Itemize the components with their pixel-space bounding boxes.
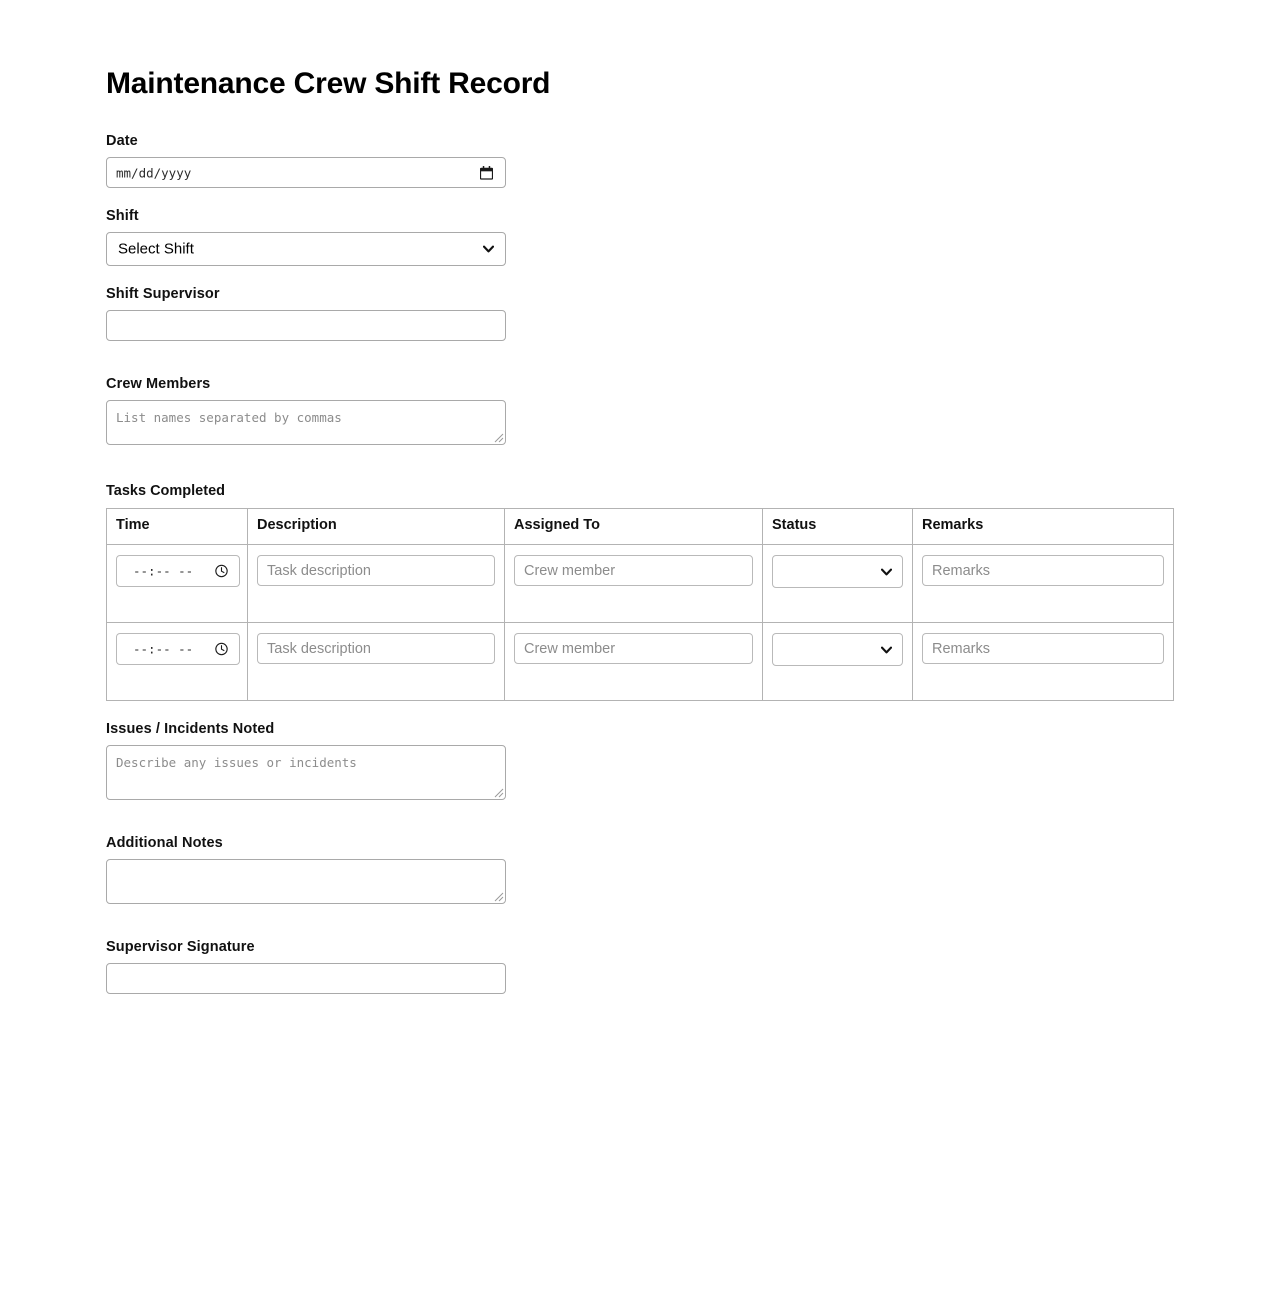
cell-status (763, 623, 913, 701)
task-status-select[interactable] (772, 633, 903, 666)
task-remarks-input[interactable] (922, 555, 1164, 586)
column-header-description: Description (248, 509, 505, 545)
task-assigned-to-input[interactable] (514, 555, 753, 586)
task-remarks-placeholder-text: Remarks (932, 562, 991, 579)
task-remarks-input[interactable] (922, 633, 1164, 664)
column-header-status: Status (763, 509, 913, 545)
table-row (107, 545, 1174, 623)
resize-handle-icon[interactable] (492, 431, 504, 443)
field-supervisor-signature (106, 938, 1186, 994)
tasks-table-label: Tasks Completed (106, 483, 225, 499)
cell-description (248, 545, 505, 623)
additional-notes-textarea[interactable] (106, 859, 506, 904)
cell-remarks (913, 545, 1174, 623)
date-label: Date (106, 133, 138, 149)
shift-select[interactable] (106, 232, 506, 266)
cell-time (107, 623, 248, 701)
column-header-time: Time (107, 509, 248, 545)
task-description-placeholder-text: Task description (267, 562, 371, 579)
cell-assigned-to (505, 545, 763, 623)
task-status-select[interactable] (772, 555, 903, 588)
field-issues (106, 720, 1186, 800)
tasks-table (106, 508, 1174, 701)
chevron-down-icon[interactable] (881, 568, 892, 576)
table-header-row (107, 509, 1174, 545)
resize-handle-icon[interactable] (492, 786, 504, 798)
task-description-input[interactable] (257, 555, 495, 586)
tasks-section (106, 483, 1186, 701)
shift-label: Shift (106, 208, 139, 224)
supervisor-signature-input[interactable] (106, 963, 506, 994)
crew-members-label: Crew Members (106, 376, 211, 392)
shift-selected-value: Select Shift (118, 240, 194, 258)
clock-icon[interactable] (215, 565, 228, 578)
task-assigned-to-placeholder-text: Crew member (524, 640, 616, 657)
field-additional-notes (106, 834, 1186, 904)
issues-placeholder-text: Describe any issues or incidents (116, 755, 357, 770)
field-crew-members (106, 375, 1186, 445)
cell-assigned-to (505, 623, 763, 701)
date-placeholder-text: mm/dd/yyyy (116, 165, 192, 180)
cell-description (248, 623, 505, 701)
cell-status (763, 545, 913, 623)
additional-notes-label: Additional Notes (106, 835, 223, 851)
resize-handle-icon[interactable] (492, 890, 504, 902)
task-time-input[interactable] (116, 555, 240, 587)
cell-remarks (913, 623, 1174, 701)
column-header-remarks: Remarks (913, 509, 1174, 545)
chevron-down-icon[interactable] (483, 245, 494, 253)
field-supervisor (106, 285, 1186, 341)
task-time-placeholder-text: --:-- -- (133, 641, 194, 657)
task-remarks-placeholder-text: Remarks (932, 640, 991, 657)
crew-members-placeholder-text: List names separated by commas (116, 410, 342, 425)
issues-label: Issues / Incidents Noted (106, 721, 275, 737)
page-title: Maintenance Crew Shift Record (106, 67, 551, 100)
task-assigned-to-input[interactable] (514, 633, 753, 664)
chevron-down-icon[interactable] (881, 646, 892, 654)
issues-textarea[interactable] (106, 745, 506, 800)
column-header-assigned-to: Assigned To (505, 509, 763, 545)
field-date (106, 132, 1186, 188)
form-container (106, 66, 1186, 1013)
task-description-input[interactable] (257, 633, 495, 664)
task-assigned-to-placeholder-text: Crew member (524, 562, 616, 579)
table-row (107, 623, 1174, 701)
task-time-placeholder-text: --:-- -- (133, 563, 194, 579)
supervisor-signature-label: Supervisor Signature (106, 939, 255, 955)
crew-members-textarea[interactable] (106, 400, 506, 445)
date-input[interactable] (106, 157, 506, 188)
calendar-icon[interactable] (480, 166, 493, 180)
task-time-input[interactable] (116, 633, 240, 665)
supervisor-input[interactable] (106, 310, 506, 341)
task-description-placeholder-text: Task description (267, 640, 371, 657)
supervisor-label: Shift Supervisor (106, 286, 220, 302)
clock-icon[interactable] (215, 643, 228, 656)
field-shift (106, 207, 1186, 266)
cell-time (107, 545, 248, 623)
